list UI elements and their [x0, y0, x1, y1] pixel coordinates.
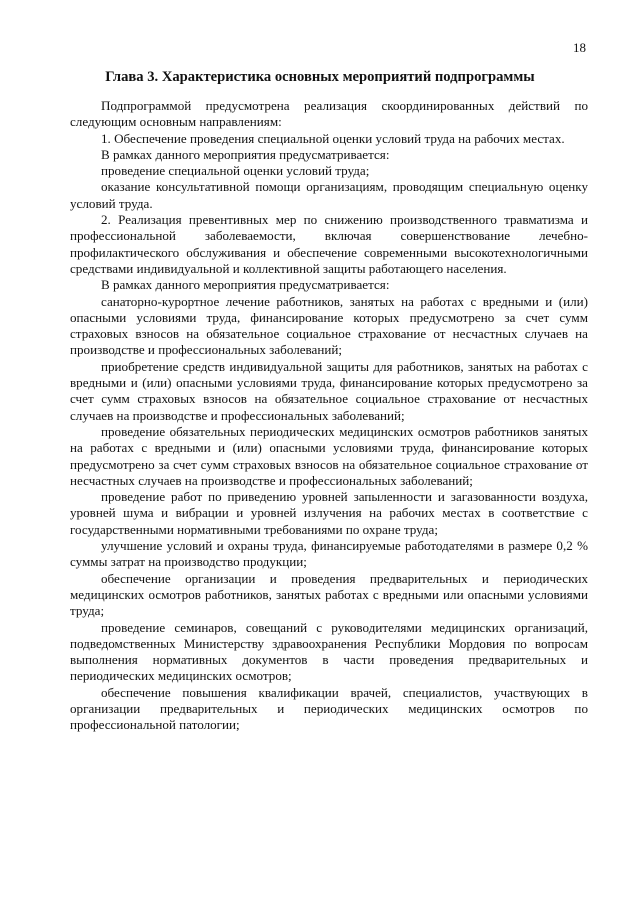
- paragraph: санаторно-курортное лечение работников, занятых на работах с вредными и (или) опасными условиями труда, финансирование которых предусмотрено за счет сумм страховых взносов на обязательное социальное страхование от несчастных случаев на производстве и профессиональных заболеваний;: [70, 293, 588, 358]
- body-text: [70, 98, 588, 734]
- paragraph-item-1: 1. Обеспечение проведения специальной оценки условий труда на рабочих местах.: [101, 130, 565, 146]
- paragraph: улучшение условий и охраны труда, финансируемые работодателями в размере 0,2 % суммы затрат на производство продукции;: [70, 538, 588, 570]
- paragraph: проведение специальной оценки условий труда;: [101, 163, 370, 179]
- paragraph: В рамках данного мероприятия предусматривается:: [101, 146, 390, 162]
- paragraph: проведение работ по приведению уровней запыленности и загазованности воздуха, уровней шума и вибрации и уровней излучения на рабочих местах в соответствие с государственными нормативными требованиями по охране труда;: [70, 489, 588, 537]
- paragraph: обеспечение повышения квалификации врачей, специалистов, участвующих в организации предварительных и периодических медицинских осмотров по профессиональной патологии;: [70, 684, 588, 733]
- paragraph-intro: Подпрограммой предусмотрена реализация скоординированных действий по следующим основным направлениям:: [70, 98, 588, 130]
- paragraph: В рамках данного мероприятия предусматривается:: [101, 277, 390, 293]
- chapter-heading: Глава 3. Характеристика основных мероприятий подпрограммы: [105, 69, 535, 85]
- paragraph: проведение семинаров, совещаний с руководителями медицинских организаций, подведомственных Министерству здравоохранения Республики Мордовия по вопросам выполнения нормативных документов в части проведения предварительных и периодических медицинских осмотров;: [70, 619, 588, 684]
- paragraph-item-2: 2. Реализация превентивных мер по снижению производственного травматизма и профессиональной заболеваемости, включая совершенствование лечебно-профилактического обслуживания и обеспечение современными высокотехнологичными средствами индивидуальной и коллективной защиты работающего населения.: [70, 212, 588, 276]
- paragraph: обеспечение организации и проведения предварительных и периодических медицинских осмотров работников, занятых работах с вредными или опасными условиями труда;: [70, 570, 588, 619]
- paragraph: приобретение средств индивидуальной защиты для работников, занятых на работах с вредными и (или) опасными условиями труда, финансирование которых предусмотрено за счет сумм страховых взносов на обязательное социальное страхование от несчастных случаев на производстве и профессиональных заболеваний;: [70, 358, 588, 423]
- paragraph: проведение обязательных периодических медицинских осмотров работников занятых на работах с вредными и (или) опасными условиями труда, финансирование которых предусмотрено за счет сумм страховых взносов на обязательное социальное страхование от несчастных случаев на производстве и профессиональных заболеваний;: [70, 423, 588, 488]
- page-number: 18: [573, 40, 586, 55]
- paragraph: оказание консультативной помощи организациям, проводящим специальную оценку условий труда.: [70, 179, 588, 211]
